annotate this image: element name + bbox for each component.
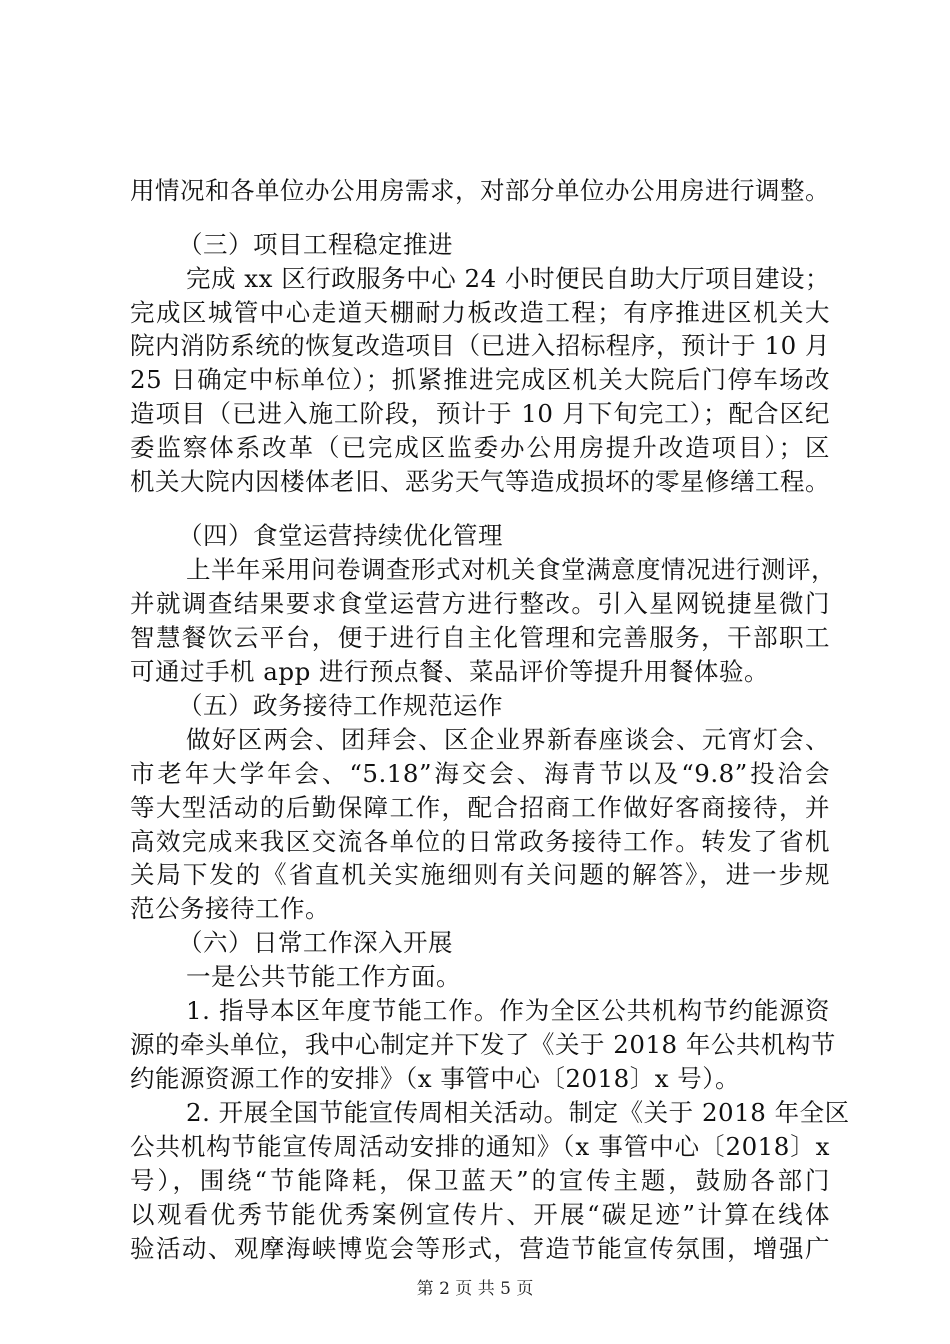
paragraph-line: 完成区城管中心走道天棚耐力板改造工程；有序推进区机关大 [130, 298, 830, 327]
paragraph-line: 做好区两会、团拜会、区企业界新春座谈会、元宵灯会、 [186, 725, 830, 754]
paragraph-line: 等大型活动的后勤保障工作，配合招商工作做好客商接待，并 [130, 793, 830, 822]
paragraph-line: 一是公共节能工作方面。 [186, 962, 461, 991]
paragraph-line: 关局下发的《省直机关实施细则有关问题的解答》，进一步规 [130, 860, 830, 889]
paragraph-line: 造项目（已进入施工阶段，预计于 10 月下旬完工）；配合区纪 [130, 399, 830, 428]
paragraph-line: 高效完成来我区交流各单位的日常政务接待工作。转发了省机 [130, 827, 830, 856]
paragraph-line: 智慧餐饮云平台，便于进行自主化管理和完善服务，干部职工 [130, 623, 830, 652]
section-heading: （五）政务接待工作规范运作 [178, 691, 503, 720]
paragraph-line: 号），围绕“节能降耗，保卫蓝天”的宣传主题，鼓励各部门 [130, 1166, 830, 1195]
paragraph-line: 用情况和各单位办公用房需求，对部分单位办公用房进行调整。 [130, 176, 830, 205]
paragraph-line: 约能源资源工作的安排》（x 事管中心〔2018〕x 号）。 [130, 1064, 741, 1093]
paragraph-line: 25 日确定中标单位）；抓紧推进完成区机关大院后门停车场改 [130, 365, 830, 394]
section-heading: （三）项目工程稳定推进 [178, 230, 453, 259]
paragraph-line: 源的牵头单位，我中心制定并下发了《关于 2018 年公共机构节 [130, 1030, 836, 1059]
paragraph-line: 公共机构节能宣传周活动安排的通知》（x 事管中心〔2018〕x [130, 1132, 830, 1161]
section-heading: （六）日常工作深入开展 [178, 928, 453, 957]
paragraph-line: 院内消防系统的恢复改造项目（已进入招标程序，预计于 10 月 [130, 331, 830, 360]
paragraph-line: 范公务接待工作。 [130, 894, 330, 923]
paragraph-line: 机关大院内因楼体老旧、恶劣天气等造成损坏的零星修缮工程。 [130, 467, 830, 496]
paragraph-line: 并就调查结果要求食堂运营方进行整改。引入星网锐捷星微门 [130, 589, 830, 618]
section-heading: （四）食堂运营持续优化管理 [178, 521, 503, 550]
paragraph-line: 验活动、观摩海峡博览会等形式，营造节能宣传氛围，增强广 [130, 1234, 830, 1263]
paragraph-line: 以观看优秀节能优秀案例宣传片、开展“碳足迹”计算在线体 [130, 1200, 830, 1229]
paragraph-line: 完成 xx 区行政服务中心 24 小时便民自助大厅项目建设； [186, 264, 830, 293]
paragraph-line: 委监察体系改革（已完成区监委办公用房提升改造项目）；区 [130, 433, 830, 462]
paragraph-line: 1. 指导本区年度节能工作。作为全区公共机构节约能源资 [186, 996, 830, 1025]
paragraph-line: 市老年大学年会、“5.18”海交会、海青节以及“9.8”投洽会 [130, 759, 830, 788]
page-footer: 第 2 页 共 5 页 [416, 1279, 534, 1299]
paragraph-line: 上半年采用问卷调查形式对机关食堂满意度情况进行测评， [186, 555, 836, 584]
paragraph-line: 2. 开展全国节能宣传周相关活动。制定《关于 2018 年全区 [186, 1098, 850, 1127]
paragraph-line: 可通过手机 app 进行预点餐、菜品评价等提升用餐体验。 [130, 657, 770, 686]
